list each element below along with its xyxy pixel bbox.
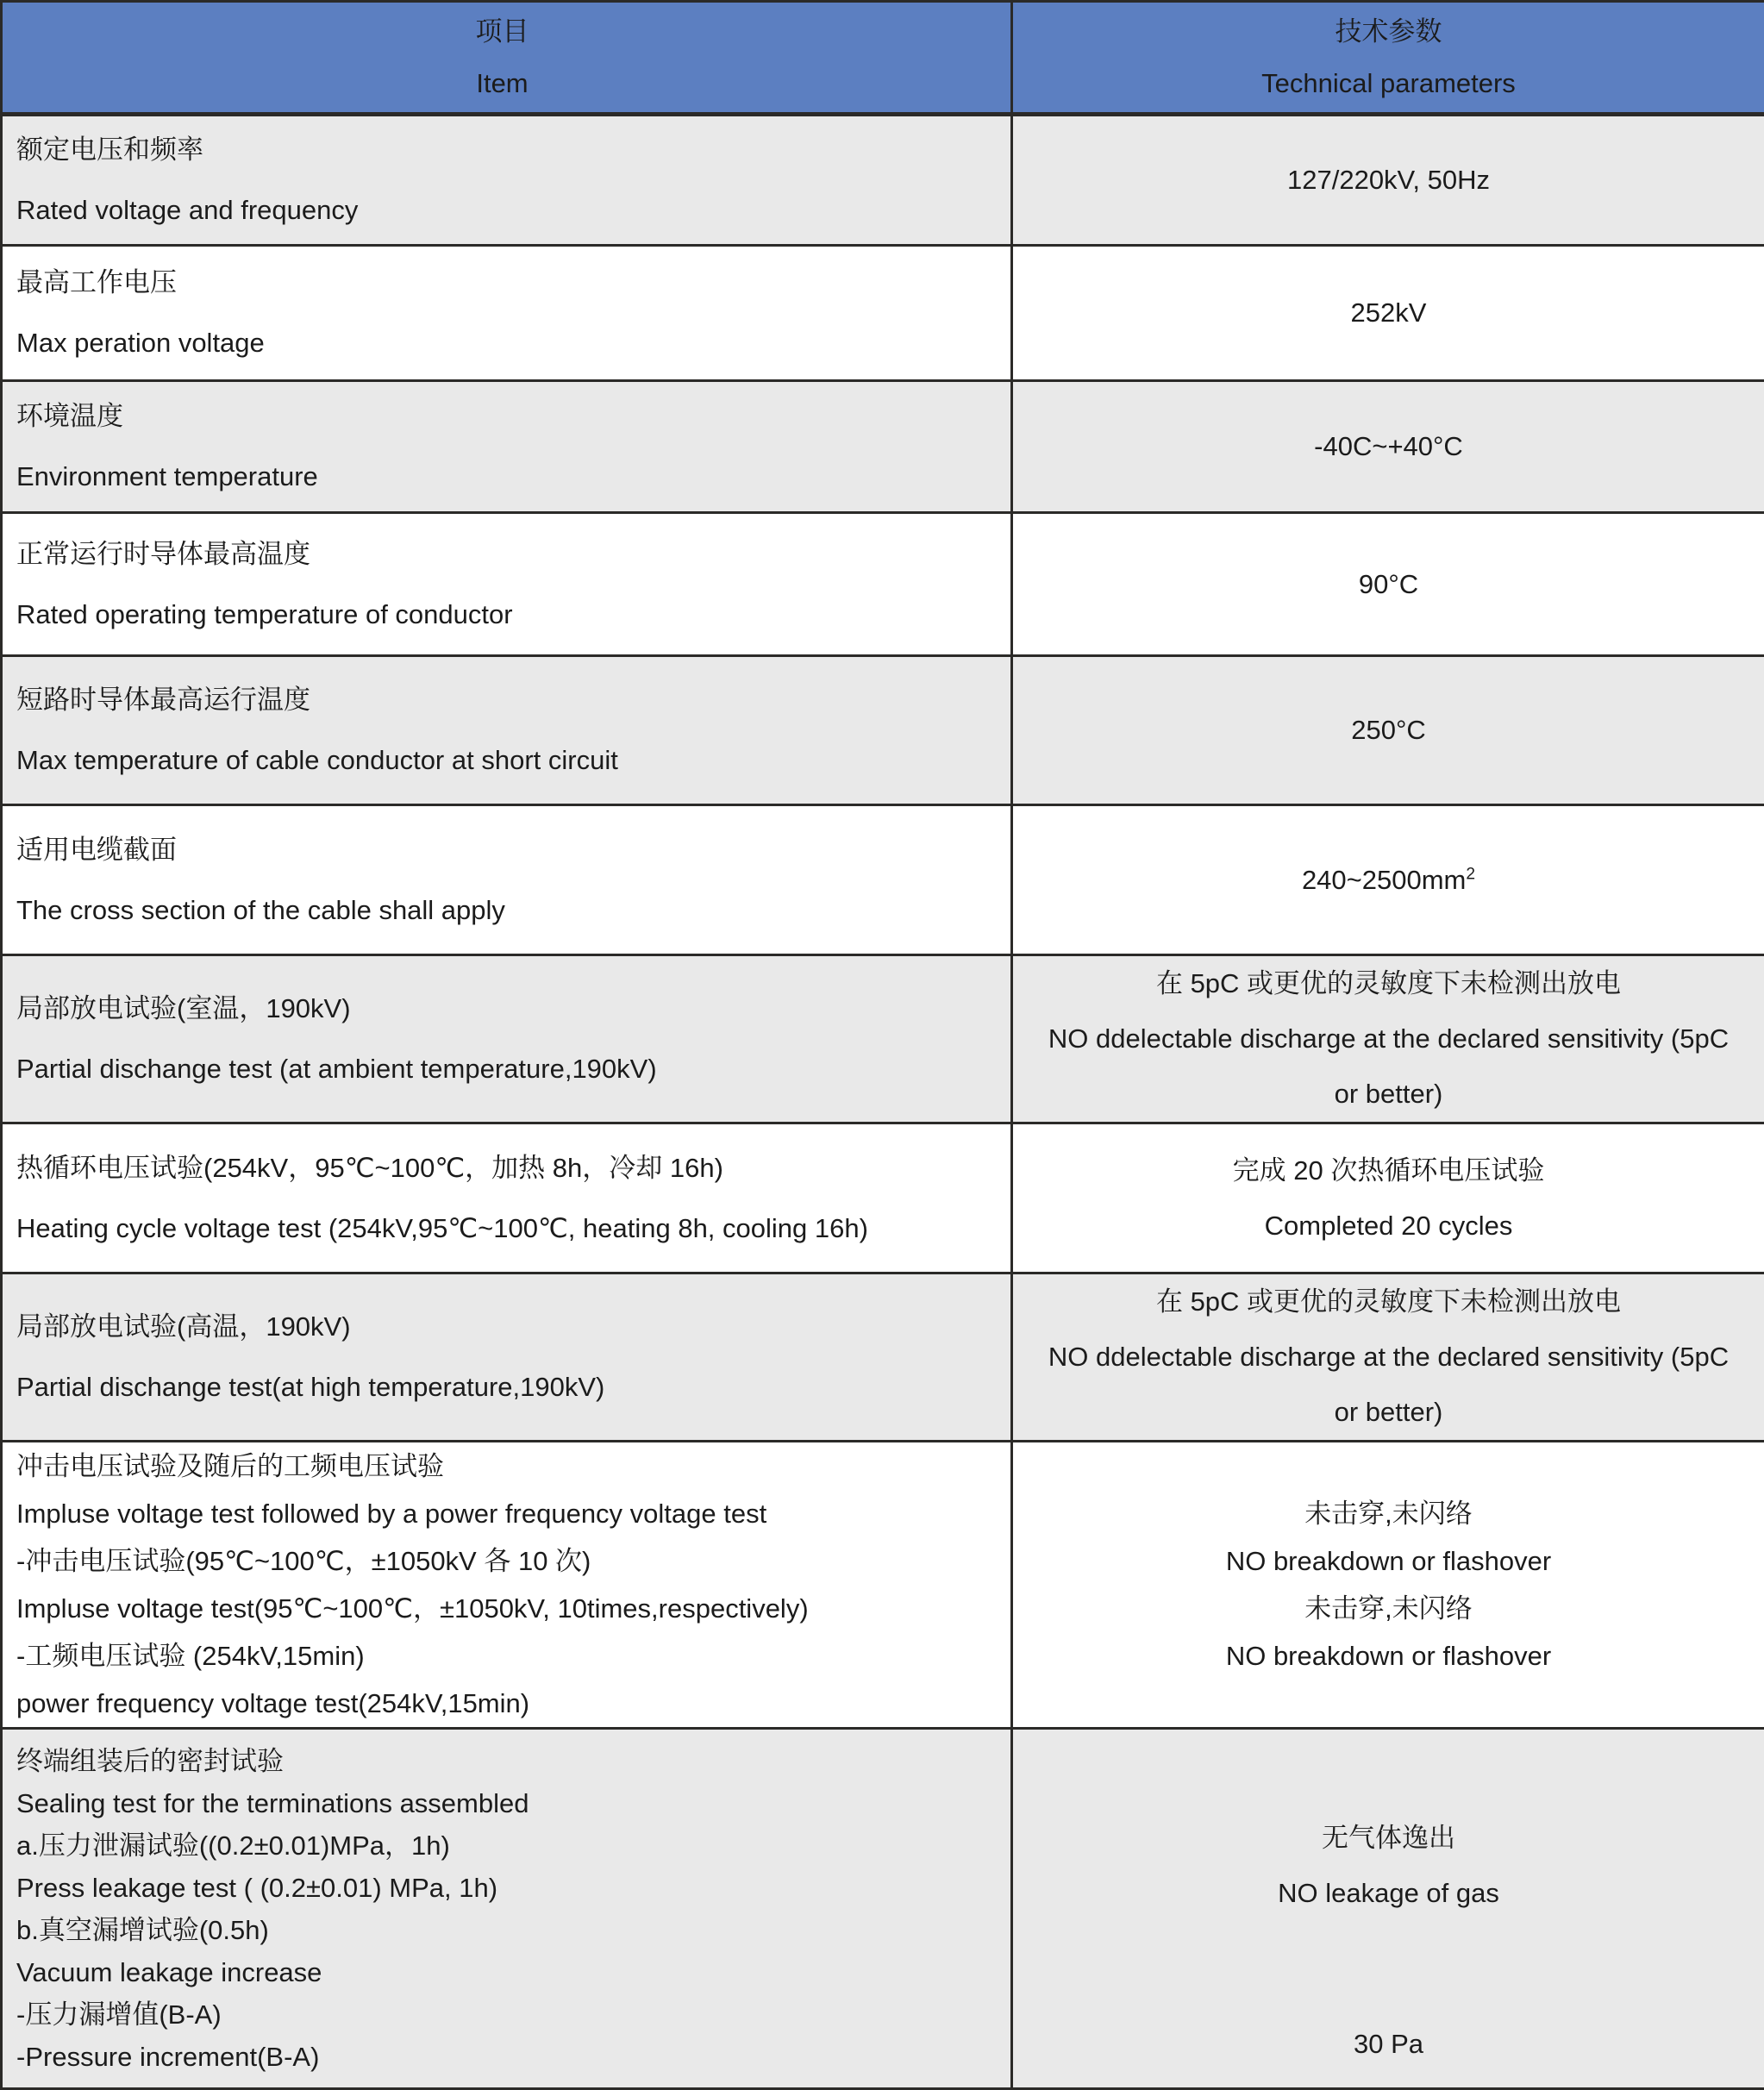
item-line-en: Environment temperature [16, 447, 1002, 507]
header-item-cell [2, 2, 1012, 115]
value-line-en: NO breakdown or flashover [1025, 1632, 1752, 1680]
item-cell [2, 805, 1012, 955]
table-row-sealing-test [2, 1729, 1764, 2089]
item-line-en: Max peration voltage [16, 313, 1002, 373]
value-cell [1012, 115, 1764, 246]
value-line: 90°C [1025, 557, 1752, 612]
value-line-zh: 无气体逸出 [1025, 1811, 1752, 1866]
item-line-zh: 正常运行时导体最高温度 [16, 524, 1002, 585]
table-row-short-circuit-temperature [2, 656, 1764, 805]
item-line-en: Vacuum leakage increase [16, 1951, 1002, 1993]
value-line-zh: 完成 20 次热循环电压试验 [1025, 1143, 1752, 1198]
value-cell [1012, 656, 1764, 805]
item-line-zh: 热循环电压试验(254kV，95℃~100℃，加热 8h，冷却 16h) [16, 1138, 1002, 1198]
header-params-en: Technical parameters [1025, 58, 1752, 110]
value-cell [1012, 246, 1764, 381]
item-line-en: Partial dischange test (at ambient temperature,190kV) [16, 1039, 1002, 1099]
value-line-zh: 在 5pC 或更优的灵敏度下未检测出放电 [1025, 1274, 1752, 1330]
value-line [1025, 853, 1752, 908]
table-row-impulse-voltage [2, 1442, 1764, 1729]
item-line-en: Rated voltage and frequency [16, 180, 1002, 241]
value-line-en-wrap: or better) [1025, 1385, 1752, 1440]
value-cell [1012, 513, 1764, 656]
value-superscript: 2 [1466, 865, 1475, 883]
item-cell [2, 513, 1012, 656]
table-row-operating-temperature [2, 513, 1764, 656]
value-split-layout [1025, 1730, 1752, 2087]
item-line-zh: 局部放电试验(高温，190kV) [16, 1297, 1002, 1357]
value-group-no-leakage [1025, 1730, 1752, 2001]
value-line-en-wrap: or better) [1025, 1067, 1752, 1122]
header-item-en: Item [3, 58, 1002, 110]
item-line-zh: b.真空漏增试验(0.5h) [16, 1909, 1002, 1951]
header-params-zh: 技术参数 [1025, 6, 1752, 58]
item-line-en: Sealing test for the terminations assembled [16, 1782, 1002, 1824]
item-line-zh: 环境温度 [16, 386, 1002, 447]
value-line-en: NO ddelectable discharge at the declared sensitivity (5pC [1025, 1011, 1752, 1067]
value-line-en: NO breakdown or flashover [1025, 1537, 1752, 1585]
item-line-zh: a.压力泄漏试验((0.2±0.01)MPa，1h) [16, 1824, 1002, 1867]
item-line-zh: -冲击电压试验(95℃~100℃，±1050kV 各 10 次) [16, 1537, 1002, 1585]
item-cell [2, 1273, 1012, 1442]
value-cell [1012, 955, 1764, 1123]
item-cell [2, 115, 1012, 246]
value-line: 127/220kV, 50Hz [1025, 153, 1752, 208]
value-cell [1012, 1729, 1764, 2089]
value-line-zh: 在 5pC 或更优的灵敏度下未检测出放电 [1025, 956, 1752, 1011]
item-cell [2, 1123, 1012, 1273]
header-params-cell [1012, 2, 1764, 115]
value-line-zh: 未击穿,未闪络 [1025, 1585, 1752, 1632]
item-line-en: Impluse voltage test followed by a power frequency voltage test [16, 1490, 1002, 1537]
value-line-zh: 未击穿,未闪络 [1025, 1490, 1752, 1537]
value-line: 252kV [1025, 285, 1752, 341]
item-cell [2, 955, 1012, 1123]
item-cell [2, 656, 1012, 805]
table-row-heating-cycle [2, 1123, 1764, 1273]
item-line-zh: 适用电缆截面 [16, 820, 1002, 880]
item-line-zh: -工频电压试验 (254kV,15min) [16, 1632, 1002, 1680]
value-group-pressure [1025, 2001, 1752, 2087]
item-cell [2, 246, 1012, 381]
table-row-rated-voltage [2, 115, 1764, 246]
item-line-zh: -压力漏增值(B-A) [16, 1993, 1002, 2036]
item-line-en: power frequency voltage test(254kV,15min) [16, 1680, 1002, 1727]
item-line-zh: 局部放电试验(室温，190kV) [16, 979, 1002, 1039]
item-cell [2, 1442, 1012, 1729]
value-line-en: NO ddelectable discharge at the declared sensitivity (5pC [1025, 1330, 1752, 1385]
table-row-cross-section [2, 805, 1764, 955]
table-header-row [2, 2, 1764, 115]
value-line: 250°C [1025, 703, 1752, 758]
item-line-zh: 最高工作电压 [16, 253, 1002, 313]
value-cell [1012, 1442, 1764, 1729]
table-row-partial-discharge-high-temp [2, 1273, 1764, 1442]
value-line-pressure: 30 Pa [1354, 2017, 1423, 2072]
value-cell [1012, 1123, 1764, 1273]
header-item-zh: 项目 [3, 6, 1002, 58]
item-line-zh: 冲击电压试验及随后的工频电压试验 [16, 1442, 1002, 1490]
value-cell [1012, 1273, 1764, 1442]
table-row-max-voltage [2, 246, 1764, 381]
item-line-en: Rated operating temperature of conductor [16, 585, 1002, 645]
item-line-en: The cross section of the cable shall apply [16, 880, 1002, 941]
item-line-en: Impluse voltage test(95℃~100℃，±1050kV, 10times,respectively) [16, 1585, 1002, 1632]
value-main: 240~2500mm [1302, 865, 1466, 895]
value-cell [1012, 805, 1764, 955]
value-line: -40C~+40°C [1025, 419, 1752, 474]
item-line-en: Heating cycle voltage test (254kV,95℃~100℃, heating 8h, cooling 16h) [16, 1198, 1002, 1259]
item-cell [2, 1729, 1012, 2089]
item-line-zh: 短路时导体最高运行温度 [16, 670, 1002, 730]
value-cell [1012, 381, 1764, 513]
item-line-en: Press leakage test ( (0.2±0.01) MPa, 1h) [16, 1867, 1002, 1909]
table-row-environment-temperature [2, 381, 1764, 513]
item-line-en: Partial dischange test(at high temperature,190kV) [16, 1357, 1002, 1417]
value-line-en: Completed 20 cycles [1025, 1198, 1752, 1254]
item-line-en: -Pressure increment(B-A) [16, 2036, 1002, 2078]
item-line-zh: 终端组装后的密封试验 [16, 1740, 1002, 1782]
item-line-en: Max temperature of cable conductor at short circuit [16, 730, 1002, 791]
table-row-partial-discharge-ambient [2, 955, 1764, 1123]
item-line-zh: 额定电压和频率 [16, 120, 1002, 180]
item-cell [2, 381, 1012, 513]
value-line-en: NO leakage of gas [1025, 1866, 1752, 1921]
